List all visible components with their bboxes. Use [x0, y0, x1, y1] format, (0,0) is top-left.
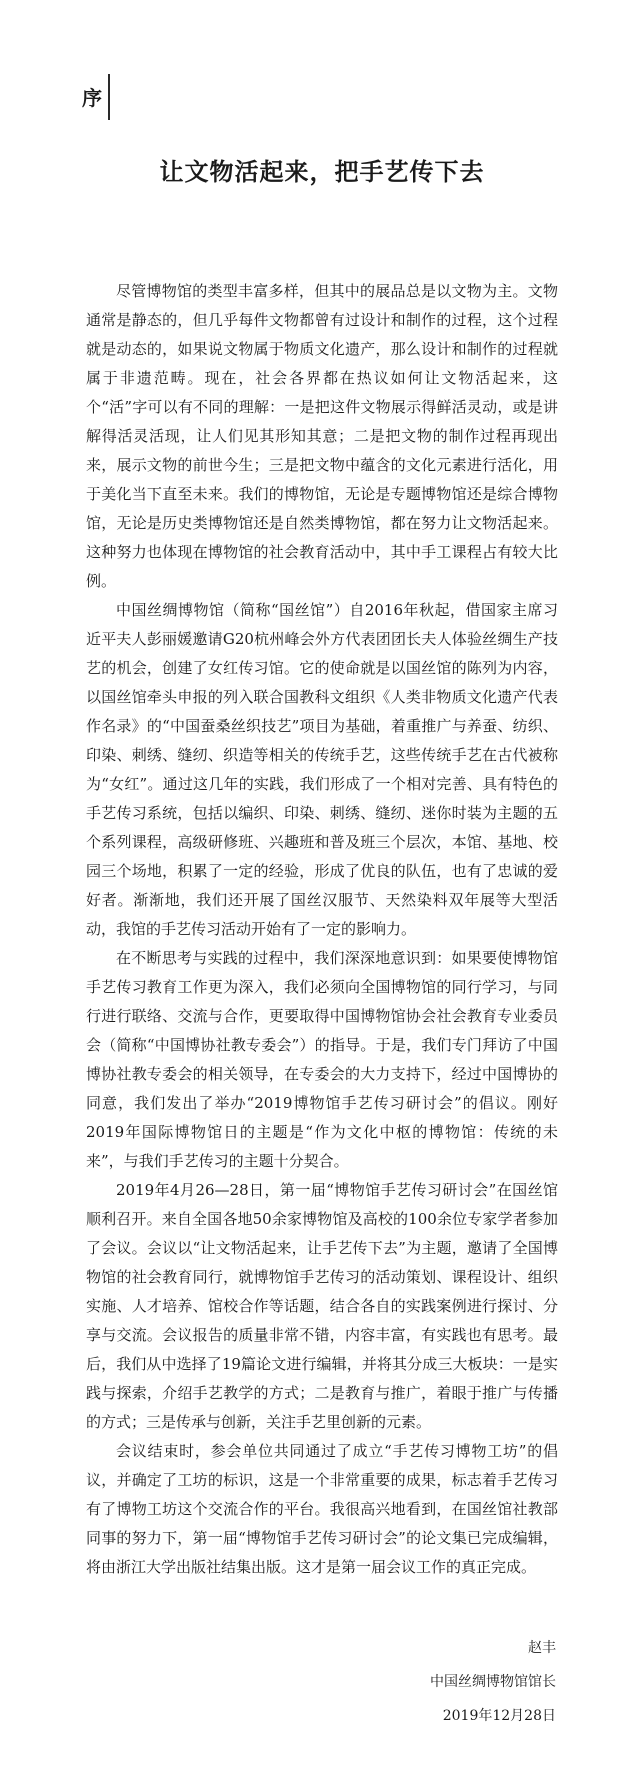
preface-body: [86, 277, 558, 1582]
section-label: 序: [82, 86, 102, 110]
signature-date: 2019年12月28日: [442, 1708, 556, 1724]
author-name: 赵丰: [528, 1640, 556, 1656]
paragraph: 在不断思考与实践的过程中，我们深深地意识到：如果要使博物馆手艺传习教育工作更为深入，我们必须向全国博物馆的同行学习，与同行进行联络、交流与合作，更要取得中国博物馆协会社会教育专业委员会（简称“中国博协社教专委会”）的指导。于是，我们专门拜访了中国博协社教专委会的相关领导，在专委会的大力支持下，经过中国博协的同意，我们发出了举办“2019博物馆手艺传习研讨会”的倡议。刚好2019年国际博物馆日的主题是“作为文化中枢的博物馆：传统的未来”，与我们手艺传习的主题十分契合。: [86, 949, 558, 1170]
paragraph: 会议结束时，参会单位共同通过了成立“手艺传习博物工坊”的倡议，并确定了工坊的标识，这是一个非常重要的成果，标志着手艺传习有了博物工坊这个交流合作的平台。我很高兴地看到，在国丝馆社教部同事的努力下，第一届“博物馆手艺传习研讨会”的论文集已完成编辑，将由浙江大学出版社结集出版。这才是第一届会议工作的真正完成。: [86, 1442, 558, 1576]
document-title: 让文物活起来，把手艺传下去: [159, 157, 485, 187]
section-divider: [108, 74, 110, 120]
signature-block: [430, 1631, 556, 1733]
paragraph: 2019年4月26—28日，第一届“博物馆手艺传习研讨会”在国丝馆顺利召开。来自全国各地50余家博物馆及高校的100余位专家学者参加了会议。会议以“让文物活起来，让手艺传下去”为主题，邀请了全国博物馆的社会教育同行，就博物馆手艺传习的活动策划、课程设计、组织实施、人才培养、馆校合作等话题，结合各自的实践案例进行探讨、分享与交流。会议报告的质量非常不错，内容丰富，有实践也有思考。最后，我们从中选择了19篇论文进行编辑，并将其分成三大板块：一是实践与探索，介绍手艺教学的方式；二是教育与推广，着眼于推广与传播的方式；三是传承与创新，关注手艺里创新的元素。: [86, 1181, 558, 1431]
author-position: 中国丝绸博物馆馆长: [430, 1674, 556, 1690]
paragraph: 尽管博物馆的类型丰富多样，但其中的展品总是以文物为主。文物通常是静态的，但几乎每件文物都曾有过设计和制作的过程，这个过程就是动态的，如果说文物属于物质文化遗产，那么设计和制作的过程就属于非遗范畴。现在，社会各界都在热议如何让文物活起来，这个“活”字可以有不同的理解：一是把这件文物展示得鲜活灵动，或是讲解得活灵活现，让人们见其形知其意；二是把文物的制作过程再现出来，展示文物的前世今生；三是把文物中蕴含的文化元素进行活化，用于美化当下直至未来。我们的博物馆，无论是专题博物馆还是综合博物馆，无论是历史类博物馆还是自然类博物馆，都在努力让文物活起来。这种努力也体现在博物馆的社会教育活动中，其中手工课程占有较大比例。: [86, 282, 558, 590]
paragraph: 中国丝绸博物馆（简称“国丝馆”）自2016年秋起，借国家主席习近平夫人彭丽媛邀请G20杭州峰会外方代表团团长夫人体验丝绸生产技艺的机会，创建了女红传习馆。它的使命就是以国丝馆的陈列为内容，以国丝馆牵头申报的列入联合国教科文组织《人类非物质文化遗产代表作名录》的“中国蚕桑丝织技艺”项目为基础，着重推广与养蚕、纺织、印染、刺绣、缝纫、织造等相关的传统手艺，这些传统手艺在古代被称为“女红”。通过这几年的实践，我们形成了一个相对完善、具有特色的手艺传习系统，包括以编织、印染、刺绣、缝纫、迷你时装为主题的五个系列课程，高级研修班、兴趣班和普及班三个层次，本馆、基地、校园三个场地，积累了一定的经验，形成了优良的队伍，也有了忠诚的爱好者。渐渐地，我们还开展了国丝汉服节、天然染料双年展等大型活动，我馆的手艺传习活动开始有了一定的影响力。: [86, 601, 558, 938]
